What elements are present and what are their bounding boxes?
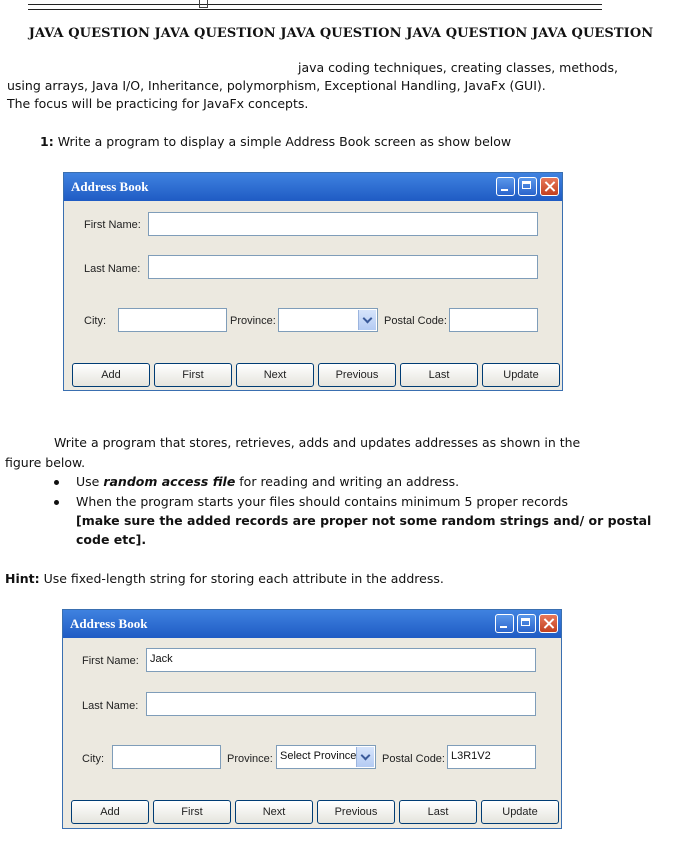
- first-name-field[interactable]: [148, 212, 538, 236]
- province-label: Province:: [230, 315, 276, 327]
- city-label: City:: [84, 315, 106, 327]
- province-select[interactable]: [278, 308, 378, 332]
- top-rule-1: [28, 4, 602, 5]
- first-name-field[interactable]: Jack: [146, 648, 536, 672]
- first-button[interactable]: First: [153, 800, 231, 824]
- chevron-down-icon[interactable]: [358, 310, 376, 330]
- province-select[interactable]: [276, 745, 376, 769]
- question-text: Write a program to display a simple Address Book screen as show below: [57, 134, 512, 149]
- bullet-dot: [54, 500, 59, 505]
- postal-code-field[interactable]: L3R1V2: [447, 745, 536, 769]
- intro-line-3: The focus will be practicing for JavaFx concepts.: [7, 96, 309, 111]
- city-field[interactable]: [118, 308, 227, 332]
- emphasis-random-access-file: random access file: [103, 474, 236, 489]
- first-button[interactable]: First: [154, 363, 232, 387]
- province-label: Province:: [227, 753, 273, 765]
- city-field[interactable]: [112, 745, 221, 769]
- bullet-1: Use random access file for reading and writing an address.: [76, 474, 460, 489]
- window-titlebar: [64, 173, 562, 201]
- close-icon[interactable]: [539, 614, 558, 633]
- last-button[interactable]: Last: [400, 363, 478, 387]
- bullet-dot: [54, 480, 59, 485]
- page-heading: JAVA QUESTION JAVA QUESTION JAVA QUESTION JAVA QUESTION JAVA QUESTION: [28, 26, 654, 41]
- update-button[interactable]: Update: [481, 800, 559, 824]
- question-1: [40, 134, 511, 149]
- description-line-1: Write a program that stores, retrieves, adds and updates addresses as shown in the: [54, 435, 581, 450]
- hint-text: Use fixed-length string for storing each attribute in the address.: [39, 571, 444, 586]
- minimize-icon[interactable]: [495, 614, 514, 633]
- description-line-2: figure below.: [5, 455, 86, 470]
- province-value: Select Province: [280, 750, 357, 762]
- bullet-2-line-2: [make sure the added records are proper not some random strings and/ or postal: [76, 513, 652, 528]
- intro-line-2: using arrays, Java I/O, Inheritance, polymorphism, Exceptional Handling, JavaFx (GUI).: [7, 78, 546, 93]
- first-name-label: First Name:: [84, 219, 141, 231]
- bullet-2-line-1: When the program starts your files should contains minimum 5 proper records: [76, 494, 569, 509]
- last-name-field[interactable]: [146, 692, 536, 716]
- question-number: 1:: [40, 134, 54, 149]
- city-label: City:: [82, 753, 104, 765]
- add-button[interactable]: Add: [71, 800, 149, 824]
- next-button[interactable]: Next: [235, 800, 313, 824]
- add-button[interactable]: Add: [72, 363, 150, 387]
- chevron-down-icon[interactable]: [356, 747, 374, 767]
- window-title: Address Book: [70, 616, 148, 631]
- bullet-2-line-3: code etc].: [76, 532, 147, 547]
- last-name-label: Last Name:: [82, 700, 139, 712]
- postal-code-label: Postal Code:: [384, 315, 447, 327]
- top-rule-2: [28, 9, 602, 10]
- maximize-icon[interactable]: [518, 177, 537, 196]
- address-book-window-1: [63, 172, 563, 391]
- address-book-window-2: [62, 609, 562, 829]
- last-button[interactable]: Last: [399, 800, 477, 824]
- postal-code-label: Postal Code:: [382, 753, 445, 765]
- minimize-icon[interactable]: [496, 177, 515, 196]
- postal-code-field[interactable]: [449, 308, 538, 332]
- intro-line-1: java coding techniques, creating classes, methods,: [298, 60, 618, 75]
- update-button[interactable]: Update: [482, 363, 560, 387]
- hint: [5, 571, 444, 586]
- window-titlebar: [63, 610, 561, 638]
- window-title: Address Book: [71, 179, 149, 194]
- anchor-icon: [199, 0, 208, 8]
- hint-label: Hint:: [5, 571, 40, 586]
- close-icon[interactable]: [540, 177, 559, 196]
- last-name-field[interactable]: [148, 255, 538, 279]
- first-name-label: First Name:: [82, 655, 139, 667]
- previous-button[interactable]: Previous: [318, 363, 396, 387]
- next-button[interactable]: Next: [236, 363, 314, 387]
- previous-button[interactable]: Previous: [317, 800, 395, 824]
- maximize-icon[interactable]: [517, 614, 536, 633]
- last-name-label: Last Name:: [84, 263, 141, 275]
